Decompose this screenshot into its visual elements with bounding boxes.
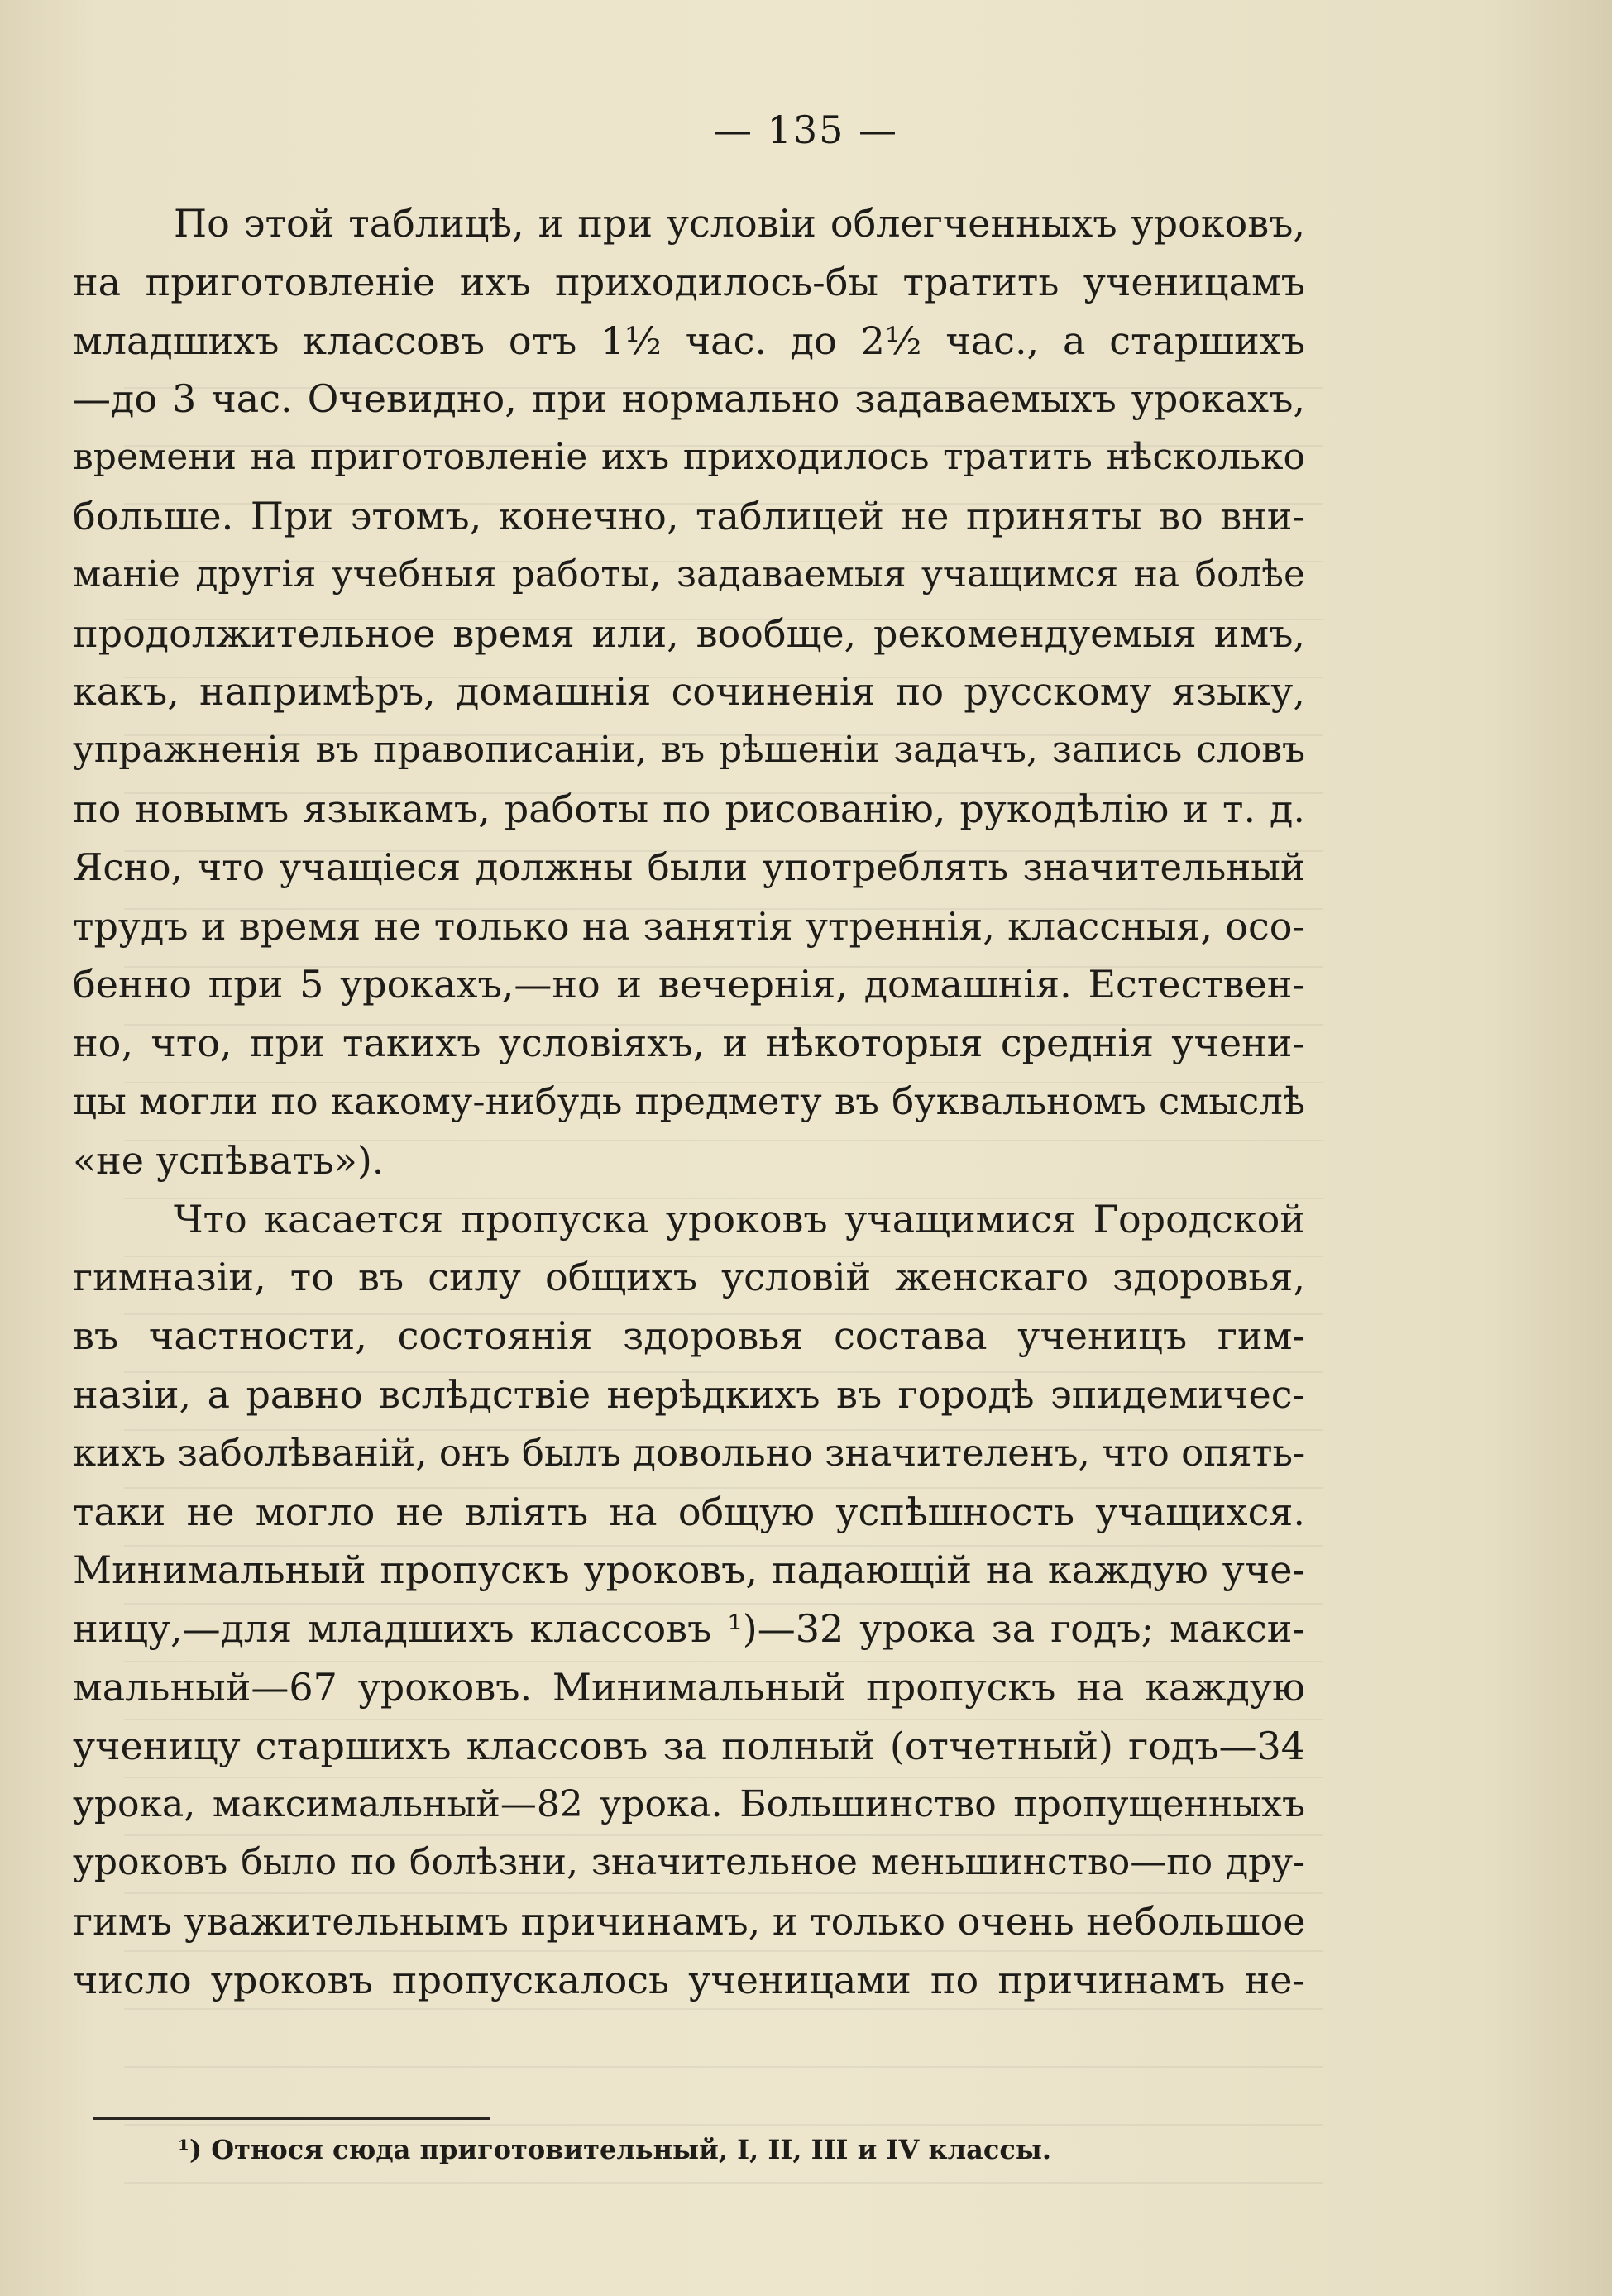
text-line: Минимальный пропускъ уроковъ, падающій на каждую уче- xyxy=(73,1547,1305,1593)
text-line: больше. При этомъ, конечно, таблицей не приняты во вни- xyxy=(73,493,1305,538)
text-line: Что касается пропуска уроковъ учащимися Городской xyxy=(174,1196,1305,1241)
text-line: бенно при 5 урокахъ,—но и вечернія, домашнія. Естествен- xyxy=(73,962,1305,1007)
text-line: въ частности, состоянія здоровья состава ученицъ гим- xyxy=(73,1313,1305,1359)
text-line: назіи, а равно вслѣдствіе нерѣдкихъ въ городѣ эпидемичес- xyxy=(73,1371,1305,1417)
text-line: времени на приготовленіе ихъ приходилось тратить нѣсколько xyxy=(73,436,1305,479)
text-line: число уроковъ пропускалось ученицами по причинамъ не- xyxy=(73,1957,1305,2002)
paragraph-2 xyxy=(73,1190,1305,2010)
text-line: трудъ и время не только на занятія утреннія, классныя, осо- xyxy=(73,903,1305,949)
text-line: гимназіи, то въ силу общихъ условій женскаго здоровья, xyxy=(73,1255,1305,1300)
text-line: ницу,—для младшихъ классовъ ¹)—32 урока за годъ; макси- xyxy=(73,1606,1305,1652)
text-line: таки не могло не вліять на общую успѣшность учащихся. xyxy=(73,1489,1305,1534)
text-line: мальный—67 уроковъ. Минимальный пропускъ на каждую xyxy=(73,1664,1305,1710)
text-line: «не успѣвать»). xyxy=(73,1137,385,1183)
body-text xyxy=(73,194,1305,2010)
text-line: —до 3 час. Очевидно, при нормально задаваемыхъ урокахъ, xyxy=(73,376,1305,422)
text-line: на приготовленіе ихъ приходилось-бы тратить ученицамъ xyxy=(73,259,1305,304)
paragraph-1 xyxy=(73,194,1305,1190)
text-line: урока, максимальный—82 урока. Большинство пропущенныхъ xyxy=(73,1782,1305,1825)
text-line: По этой таблицѣ, и при условіи облегченныхъ уроковъ, xyxy=(174,201,1305,246)
text-line: уроковъ было по болѣзни, значительное меньшинство—по дру- xyxy=(73,1841,1305,1884)
text-line: кихъ заболѣваній, онъ былъ довольно значителенъ, что опять- xyxy=(73,1430,1306,1475)
text-line: какъ, напримѣръ, домашнія сочиненія по русскому языку, xyxy=(73,669,1305,715)
text-line: продолжительное время или, вообще, рекомендуемыя имъ, xyxy=(73,610,1305,656)
page-number: — 135 — xyxy=(713,108,899,152)
text-line: цы могли по какому-нибудь предмету въ буквальномъ смыслѣ xyxy=(73,1079,1305,1123)
text-line: упражненія въ правописаніи, въ рѣшеніи задачъ, запись словъ xyxy=(73,729,1305,772)
text-line: но, что, при такихъ условіяхъ, и нѣкоторыя среднія учени- xyxy=(73,1021,1305,1066)
text-line: гимъ уважительнымъ причинамъ, и только очень небольшое xyxy=(73,1899,1306,1944)
text-line: Ясно, что учащіеся должны были употреблять значительный xyxy=(73,844,1305,889)
text-line: ученицу старшихъ классовъ за полный (отчетный) годъ—34 xyxy=(73,1723,1305,1768)
footnote: ¹) Относя сюда приготовительный, I, II, III и IV классы. xyxy=(178,2134,1052,2165)
footnote-rule xyxy=(93,2117,490,2120)
text-line: по новымъ языкамъ, работы по рисованію, рукодѣлію и т. д. xyxy=(73,786,1305,831)
text-line: младшихъ классовъ отъ 1½ час. до 2½ час., а старшихъ xyxy=(73,318,1305,363)
text-line: маніе другія учебныя работы, задаваемыя учащимся на болѣе xyxy=(73,552,1305,596)
